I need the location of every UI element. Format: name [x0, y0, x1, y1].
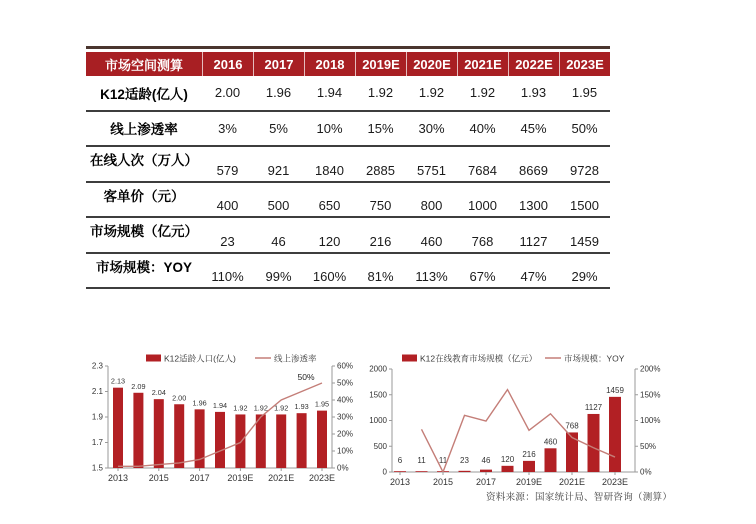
bar — [416, 471, 428, 472]
table-header-year: 2018 — [304, 52, 355, 76]
right-tick-label: 100% — [640, 416, 661, 426]
row-label: K12适龄(亿人) — [100, 86, 188, 102]
bar — [133, 393, 143, 468]
bar-value-label: 2.13 — [110, 376, 126, 386]
bar-value-label: 1.92 — [233, 403, 248, 413]
row-value: 7684 — [468, 162, 497, 178]
left-tick-label: 2000 — [369, 364, 387, 374]
row-value: 400 — [216, 198, 239, 213]
right-tick-label: 200% — [640, 364, 661, 374]
bar — [609, 397, 621, 472]
row-value: 46 — [271, 233, 286, 249]
bar — [588, 414, 600, 472]
bar — [215, 412, 225, 468]
row-value: 29% — [571, 269, 598, 284]
row-value: 67% — [469, 269, 496, 284]
x-tick-label: 2013 — [389, 477, 411, 487]
k12-population-penetration-chart — [84, 346, 378, 506]
row-value: 9728 — [570, 162, 599, 178]
row-value: 5% — [269, 120, 288, 136]
right-tick-label: 30% — [337, 412, 354, 422]
row-value: 160% — [312, 269, 347, 284]
bar — [502, 466, 514, 472]
bar-value-label: 768 — [565, 421, 579, 431]
row-value: 50% — [571, 120, 598, 136]
row-value: 110% — [211, 269, 244, 284]
bar — [297, 413, 307, 468]
table-header-title: 市场空间测算 — [104, 57, 183, 73]
bar-value-label: 1127 — [584, 402, 603, 412]
x-tick-label: 2017 — [475, 477, 497, 487]
x-tick-label: 2019E — [227, 473, 254, 483]
legend-bar-label: K12适龄人口(亿人) — [164, 353, 236, 364]
row-value: 2.00 — [214, 85, 241, 101]
table-header-year: 2022E — [508, 52, 559, 76]
table-row — [86, 218, 610, 254]
row-label: 市场规模：YOY — [95, 259, 192, 275]
row-value: 1500 — [570, 198, 599, 213]
legend-bar-swatch — [402, 355, 417, 362]
right-tick-label: 0% — [640, 467, 652, 477]
legend-bar-swatch — [146, 355, 161, 362]
bar — [276, 414, 286, 468]
bar-value-label: 1.96 — [192, 398, 207, 408]
right-tick-label: 40% — [337, 395, 354, 405]
row-label: 市场规模（亿元） — [90, 224, 198, 239]
x-tick-label: 2021E — [558, 477, 586, 487]
bar — [394, 471, 406, 472]
row-value: 921 — [267, 162, 290, 178]
row-value: 579 — [216, 162, 239, 178]
bar — [523, 461, 535, 472]
table-header-year: 2019E — [355, 52, 406, 76]
row-value: 10% — [316, 120, 343, 136]
right-tick-label: 150% — [640, 390, 661, 400]
right-tick-label: 50% — [640, 441, 657, 451]
left-tick-label: 2.3 — [91, 361, 103, 371]
line-end-label: 50% — [297, 372, 315, 382]
table-row — [86, 183, 610, 219]
market-size-table — [86, 46, 610, 289]
right-tick-label: 60% — [337, 361, 354, 371]
table-body — [86, 76, 610, 289]
bar-value-label: 11 — [417, 456, 426, 465]
x-tick-label: 2015 — [148, 473, 169, 483]
row-label: 线上渗透率 — [110, 122, 178, 138]
x-tick-label: 2023E — [601, 477, 629, 487]
bar — [154, 399, 164, 468]
table-header-year: 2021E — [457, 52, 508, 76]
row-value: 460 — [420, 233, 443, 249]
row-value: 1459 — [570, 233, 599, 249]
row-value: 1.92 — [469, 85, 496, 101]
bar-value-label: 2.09 — [131, 381, 146, 391]
x-tick-label: 2021E — [268, 473, 295, 483]
left-tick-label: 1.5 — [91, 463, 103, 473]
row-value: 15% — [367, 120, 394, 136]
x-tick-label: 2017 — [189, 473, 210, 483]
bar — [566, 432, 578, 472]
row-value: 113% — [415, 269, 448, 284]
x-tick-label: 2023E — [308, 473, 336, 483]
row-label: 在线人次（万人） — [90, 153, 198, 168]
row-value: 1840 — [315, 162, 344, 178]
bar-value-label: 11 — [438, 456, 448, 465]
x-tick-label: 2019E — [515, 477, 543, 487]
bar-value-label: 120 — [500, 454, 515, 464]
row-value: 81% — [367, 269, 394, 284]
row-value: 1000 — [468, 198, 497, 213]
line-series — [422, 390, 616, 472]
k12-online-market-size-chart — [358, 346, 664, 506]
table-header-year: 2023E — [559, 52, 610, 76]
row-value: 99% — [265, 269, 292, 284]
row-value: 30% — [418, 120, 445, 136]
row-value: 650 — [318, 198, 341, 213]
left-tick-label: 1000 — [369, 416, 387, 426]
table-top-rule — [86, 46, 610, 49]
right-tick-label: 50% — [337, 378, 354, 388]
row-value: 5751 — [417, 162, 446, 178]
table-header-year: 2016 — [202, 52, 253, 76]
row-value: 1300 — [519, 198, 548, 213]
bar-value-label: 1459 — [606, 385, 624, 395]
row-value: 47% — [520, 269, 547, 284]
bar-value-label: 1.92 — [253, 403, 268, 413]
left-tick-label: 1.9 — [91, 412, 103, 422]
bar-value-label: 1.95 — [314, 399, 330, 409]
bar-value-label: 1.94 — [212, 400, 228, 410]
table-header-year: 2017 — [253, 52, 304, 76]
bar-value-label: 2.04 — [151, 388, 166, 398]
x-tick-label: 2013 — [107, 473, 129, 483]
legend-line-label: 市场规模：YOY — [564, 353, 625, 364]
x-tick-label: 2015 — [432, 477, 454, 487]
right-tick-label: 10% — [337, 446, 354, 456]
row-value: 768 — [471, 233, 494, 249]
right-tick-label: 0% — [337, 463, 349, 473]
source-note: 资料来源：国家统计局、智研咨询（测算） — [486, 492, 673, 503]
left-tick-label: 1500 — [369, 390, 387, 400]
row-value: 1127 — [519, 233, 548, 249]
bar — [459, 471, 471, 472]
row-value: 1.92 — [367, 85, 394, 101]
row-value: 216 — [369, 233, 392, 249]
bar-value-label: 1.92 — [274, 403, 289, 413]
row-value: 8669 — [519, 162, 548, 178]
legend-line-label: 线上渗透率 — [274, 353, 317, 364]
table-row — [86, 112, 610, 148]
row-value: 2885 — [366, 162, 395, 178]
bar — [113, 388, 123, 468]
left-tick-label: 500 — [373, 441, 387, 451]
bar-value-label: 2.00 — [172, 393, 187, 403]
row-value: 500 — [267, 198, 290, 213]
row-value: 120 — [318, 233, 341, 249]
bar — [545, 448, 557, 472]
table-row — [86, 147, 610, 183]
bar-value-label: 23 — [460, 456, 469, 465]
legend-bar-label: K12在线教育市场规模（亿元） — [420, 353, 538, 364]
right-tick-label: 20% — [337, 429, 354, 439]
row-value: 1.93 — [520, 85, 547, 101]
left-tick-label: 0 — [382, 467, 387, 477]
row-value: 1.95 — [571, 85, 598, 101]
bar-value-label: 46 — [481, 456, 491, 465]
bar-value-label: 216 — [522, 449, 536, 459]
row-value: 1.92 — [418, 85, 445, 101]
row-value: 750 — [369, 198, 392, 213]
row-value: 800 — [420, 198, 443, 213]
bar — [235, 414, 245, 468]
left-tick-label: 2.1 — [91, 387, 103, 397]
bar — [480, 470, 492, 472]
table-header-row — [86, 52, 610, 76]
row-value: 23 — [220, 233, 235, 249]
left-tick-label: 1.7 — [91, 438, 103, 448]
table-header-year: 2020E — [406, 52, 457, 76]
bar-value-label: 1.93 — [294, 402, 309, 412]
row-value: 1.96 — [265, 85, 292, 101]
bar — [317, 411, 327, 468]
row-value: 40% — [469, 120, 496, 136]
row-value: 45% — [520, 120, 547, 136]
bar-value-label: 6 — [397, 456, 403, 465]
table-row — [86, 76, 610, 112]
bar — [174, 404, 184, 468]
table-row — [86, 254, 610, 290]
row-label: 客单价（元） — [103, 188, 185, 204]
bar-value-label: 460 — [543, 437, 558, 447]
row-value: 1.94 — [316, 85, 343, 101]
row-value: 3% — [218, 120, 237, 136]
